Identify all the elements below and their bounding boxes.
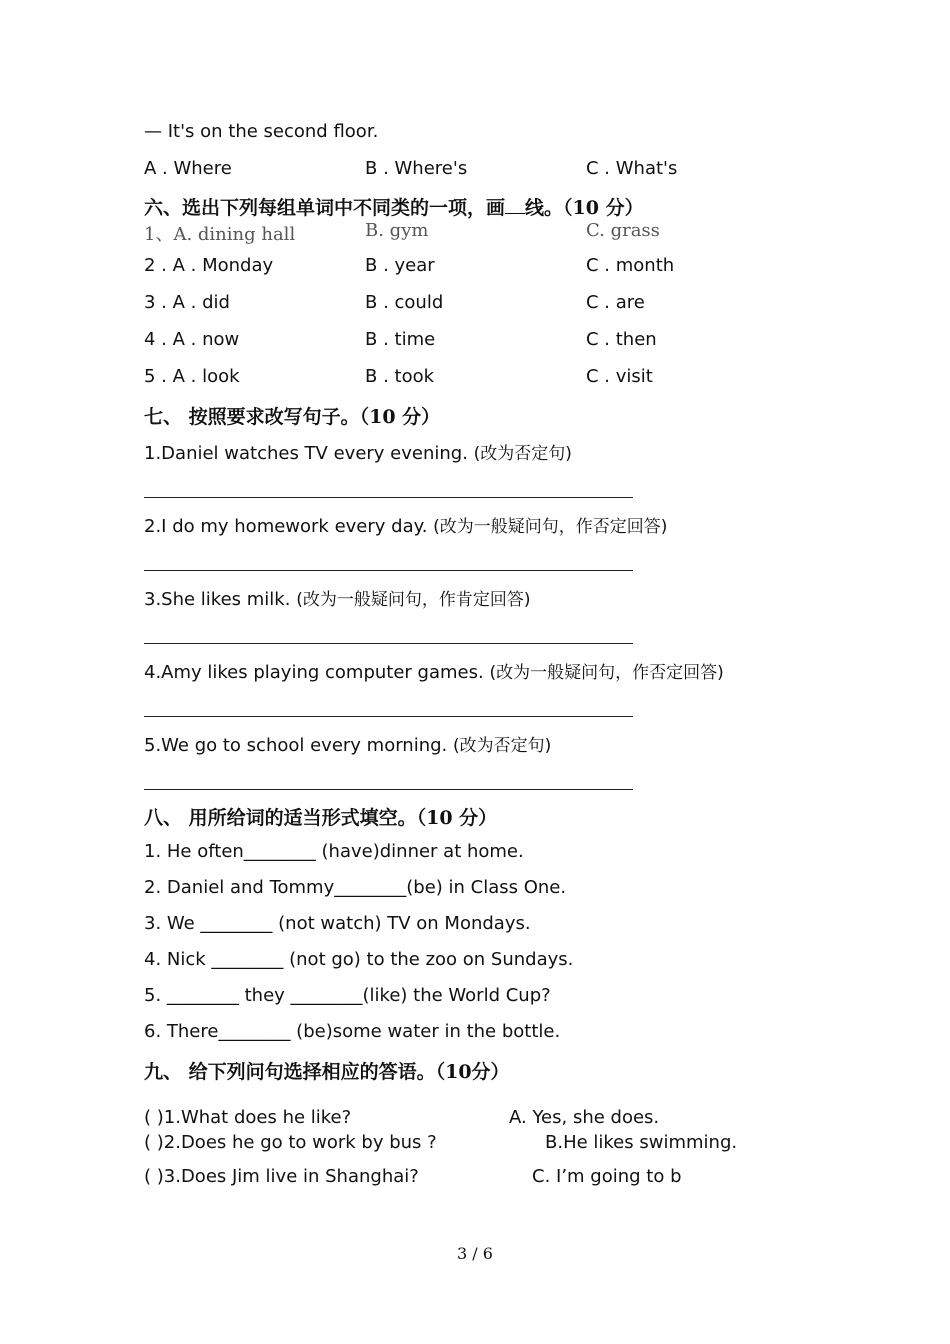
s6-row3-b: B . could xyxy=(365,292,444,313)
option-a: A . Where xyxy=(144,158,232,179)
s9-a2: B.He likes swimming. xyxy=(545,1132,738,1153)
s6-row1-a: 1、A. dining hall xyxy=(144,224,296,245)
answer-line: — It's on the second floor. xyxy=(144,121,379,142)
s7-item4-text: 4.Amy likes playing computer games. xyxy=(144,662,484,683)
s7-item3-note: (改为一般疑问句，作肯定回答) xyxy=(296,590,531,610)
s7-item5 xyxy=(144,731,551,756)
s7-item5-note: (改为否定句) xyxy=(453,736,552,756)
s8-item5: 5. ________ they ________(like) the World Cup? xyxy=(144,985,551,1006)
s9-q2: ( )2.Does he go to work by bus ? xyxy=(144,1132,437,1153)
underline-blank xyxy=(505,199,525,214)
answer-line-5[interactable] xyxy=(144,789,633,790)
section7-title: 七、 按照要求改写句子。（10 分） xyxy=(144,406,441,428)
s6-row5-c: C . visit xyxy=(586,366,653,387)
s9-q3: ( )3.Does Jim live in Shanghai? xyxy=(144,1166,419,1187)
s6-row3-a: 3 . A . did xyxy=(144,292,230,313)
answer-line-2[interactable] xyxy=(144,570,633,571)
s9-a1: A. Yes, she does. xyxy=(509,1107,660,1128)
s6-row2-a: 2 . A . Monday xyxy=(144,255,274,276)
s6-row4-a: 4 . A . now xyxy=(144,329,240,350)
s8-item1: 1. He often________ (have)dinner at home. xyxy=(144,841,524,862)
s7-item5-text: 5.We go to school every morning. xyxy=(144,735,448,756)
s6-row2-b: B . year xyxy=(365,255,435,276)
s8-item6: 6. There________ (be)some water in the bottle. xyxy=(144,1021,561,1042)
s6-row4-b: B . time xyxy=(365,329,436,350)
s6-row1-c: C. grass xyxy=(586,220,660,241)
section6-title-pre: 六、选出下列每组单词中不同类的一项，画 xyxy=(144,197,506,219)
answer-line-1[interactable] xyxy=(144,497,633,498)
s7-item4-note: (改为一般疑问句，作否定回答) xyxy=(489,663,724,683)
s7-item2-text: 2.I do my homework every day. xyxy=(144,516,428,537)
s7-item3 xyxy=(144,585,530,610)
s8-item4: 4. Nick ________ (not go) to the zoo on Sundays. xyxy=(144,949,574,970)
section9-title: 九、 给下列问句选择相应的答语。（10分） xyxy=(144,1061,510,1083)
s6-row5-b: B . took xyxy=(365,366,435,387)
s7-item4 xyxy=(144,658,724,683)
s7-item3-text: 3.She likes milk. xyxy=(144,589,291,610)
answer-line-4[interactable] xyxy=(144,716,633,717)
s9-q1: ( )1.What does he like? xyxy=(144,1107,352,1128)
section6-title-post: 线。（10 分） xyxy=(525,197,644,219)
s6-row3-c: C . are xyxy=(586,292,645,313)
section8-title: 八、 用所给词的适当形式填空。（10 分） xyxy=(144,807,498,829)
answer-line-3[interactable] xyxy=(144,643,633,644)
option-c: C . What's xyxy=(586,158,678,179)
s6-row2-c: C . month xyxy=(586,255,675,276)
s6-row4-c: C . then xyxy=(586,329,657,350)
s9-a3: C. I’m going to b xyxy=(532,1166,682,1187)
s7-item2 xyxy=(144,512,667,537)
s8-item3: 3. We ________ (not watch) TV on Mondays. xyxy=(144,913,531,934)
s7-item2-note: (改为一般疑问句，作否定回答) xyxy=(433,517,668,537)
s7-item1-note: (改为否定句) xyxy=(473,444,572,464)
option-b: B . Where's xyxy=(365,158,468,179)
page-number: 3 / 6 xyxy=(457,1244,493,1263)
s6-row1-b: B. gym xyxy=(365,220,429,241)
s8-item2: 2. Daniel and Tommy________(be) in Class One. xyxy=(144,877,567,898)
s7-item1-text: 1.Daniel watches TV every evening. xyxy=(144,443,468,464)
s7-item1 xyxy=(144,439,572,464)
section6-title xyxy=(144,193,644,220)
s6-row5-a: 5 . A . look xyxy=(144,366,240,387)
